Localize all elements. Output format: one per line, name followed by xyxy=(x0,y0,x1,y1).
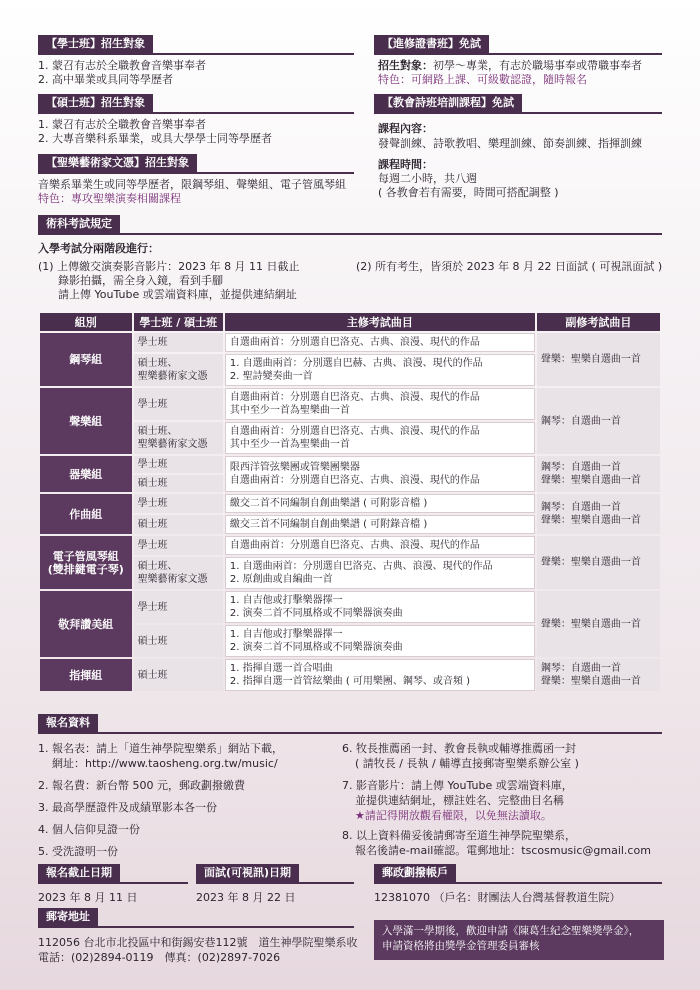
level-cell: 碩士班 xyxy=(134,659,223,691)
master-header xyxy=(38,96,354,114)
minor-cell: 鋼琴：自選曲一首 聲樂：聖樂自選曲一首 xyxy=(537,494,660,534)
master-title: 【碩士班】招生對象 xyxy=(38,94,153,112)
interview-title: 面試(可視訊)日期 xyxy=(196,864,299,882)
reg-item-6a: 6. 牧長推薦函一封、教會長執或輔導推薦函一封 xyxy=(342,742,576,755)
interview-value: 2023 年 8 月 22 日 xyxy=(196,891,296,904)
hymn-content-label: 課程內容： xyxy=(378,122,433,135)
level-cell: 碩士班 xyxy=(134,625,223,657)
scholarship-line-2: 申請資格將由獎學金管理委員審核 xyxy=(382,940,540,952)
major-cell: 自選曲兩首：分別選自巴洛克、古典、浪漫、現代的作品 xyxy=(225,536,535,555)
reg-item-2: 2. 報名費：新台幣 500 元，郵政劃撥繳費 xyxy=(38,779,245,792)
deadline-title: 報名截止日期 xyxy=(38,864,120,882)
major-cell: 限西洋管弦樂團或管樂團樂器 自選曲兩首：分別選自巴洛克、古典、浪漫、現代的作品 xyxy=(225,456,535,492)
reg-item-1a: 1. 報名表：請上「道生神學院聖樂系」網站下載， xyxy=(38,742,283,755)
level-cell: 碩士班、 聖樂藝術家文憑 xyxy=(134,557,223,589)
address-line-1: 112056 台北市北投區中和街錫安巷112號 道生神學院聖樂系收 xyxy=(38,936,358,949)
bachelor-header xyxy=(38,37,354,55)
advanced-header xyxy=(374,37,662,55)
address-header xyxy=(38,910,354,928)
master-item-1: 1. 蒙召有志於全職教會音樂事奉者 xyxy=(38,118,206,131)
header-minor: 副修考試曲目 xyxy=(537,313,660,331)
table-row xyxy=(40,494,660,513)
hymn-time-label: 課程時間： xyxy=(378,158,433,171)
artist-feature: 特色：專攻聖樂演奏相關課程 xyxy=(38,192,181,205)
level-cell: 碩士班 xyxy=(134,515,223,534)
table-row xyxy=(40,456,660,473)
group-instrument: 器樂組 xyxy=(40,456,132,492)
table-row xyxy=(40,388,660,420)
artist-desc: 音樂系畢業生或同等學歷者，限鋼琴組、聲樂組、電子管風琴組 xyxy=(38,178,346,191)
reg-item-3: 3. 最高學歷證件及成績單影本各一份 xyxy=(38,801,217,814)
group-composition: 作曲組 xyxy=(40,494,132,534)
level-cell: 碩士班、 聖樂藝術家文憑 xyxy=(134,422,223,454)
reg-item-8b: 報名後請e-mail確認。電郵地址：tscosmusic@gmail.com xyxy=(355,844,651,857)
exam-step-1a: (1) 上傳繳交演奏影音影片：2023 年 8 月 11 日截止 xyxy=(38,260,300,273)
interview-header xyxy=(196,866,354,884)
table-row xyxy=(40,591,660,623)
group-organ: 電子管風琴組 (雙排鍵電子琴) xyxy=(40,536,132,589)
bachelor-item-2: 2. 高中畢業或具同等學歷者 xyxy=(38,73,173,86)
hymn-time-2: ( 各教會若有需要，時間可搭配調整 ) xyxy=(378,186,559,199)
group-worship: 敬拜讚美組 xyxy=(40,591,132,657)
minor-cell: 聲樂：聖樂自選曲一首 xyxy=(537,591,660,657)
address-line-2: 電話：(02)2894-0119 傳真：(02)2897-7026 xyxy=(38,951,281,964)
postal-value: 12381070 （戶名：財團法人台灣基督教道生院） xyxy=(374,891,621,904)
minor-cell: 聲樂：聖樂自選曲一首 xyxy=(537,536,660,589)
minor-cell: 鋼琴：自選曲一首 聲樂：聖樂自選曲一首 xyxy=(537,456,660,492)
registration-header xyxy=(38,716,662,734)
group-vocal: 聲樂組 xyxy=(40,388,132,454)
reg-item-5: 5. 受洗證明一份 xyxy=(38,845,118,858)
advanced-target-label: 招生對象： xyxy=(378,59,433,72)
bachelor-title: 【學士班】招生對象 xyxy=(38,35,153,53)
master-item-2: 2. 大專音樂科系畢業，或具大學學士同等學歷者 xyxy=(38,132,272,145)
table-row xyxy=(40,333,660,352)
table-row xyxy=(40,536,660,555)
major-cell: 1. 指揮自選一首合唱曲 2. 指揮自選一首管絃樂曲 ( 可用樂團、鋼琴、或音頻 ) xyxy=(225,659,535,691)
level-cell: 碩士班、 聖樂藝術家文憑 xyxy=(134,354,223,386)
exam-step-2: (2) 所有考生，皆須於 2023 年 8 月 22 日面試 ( 可視訊面試 ) xyxy=(356,260,663,273)
level-cell: 學士班 xyxy=(134,333,223,352)
header-group: 組別 xyxy=(40,313,132,331)
major-cell: 繳交三首不同編制自創曲樂譜 ( 可附錄音檔 ) xyxy=(225,515,535,534)
hymn-header xyxy=(374,96,662,114)
hymn-title: 【教會詩班培訓課程】免試 xyxy=(374,94,522,112)
level-cell: 學士班 xyxy=(134,388,223,420)
advanced-title: 【進修證書班】免試 xyxy=(374,35,489,53)
minor-cell: 鋼琴：自選曲一首 xyxy=(537,388,660,454)
header-level: 學士班 / 碩士班 xyxy=(134,313,223,331)
exam-step-1b: 錄影拍攝，需全身入鏡，看到手腳 xyxy=(58,274,223,287)
reg-item-6b: ( 請牧長 / 長執 / 輔導直接郵寄聖樂系辦公室 ) xyxy=(355,757,579,770)
level-cell: 學士班 xyxy=(134,536,223,555)
artist-title: 【聖樂藝術家文憑】招生對象 xyxy=(38,154,197,172)
level-cell: 學士班 xyxy=(134,591,223,623)
postal-header xyxy=(374,866,662,884)
major-cell: 1. 自吉他或打擊樂器擇一 2. 演奏二首不同風格或不同樂器演奏曲 xyxy=(225,591,535,623)
reg-item-7c: ★請記得開放觀看權限，以免無法讀取。 xyxy=(355,809,552,822)
address-title: 郵寄地址 xyxy=(38,908,98,926)
header-major: 主修考試曲目 xyxy=(225,313,535,331)
postal-title: 郵政劃撥帳戶 xyxy=(374,864,456,882)
hymn-time-1: 每週二小時，共八週 xyxy=(378,172,477,185)
group-piano: 鋼琴組 xyxy=(40,333,132,386)
scholarship-line-1: 入學滿一學期後，歡迎申請《陳葛生紀念聖樂獎學金》， xyxy=(382,925,640,937)
reg-item-7b: 並提供連結網址，標註姓名、完整曲目名稱 xyxy=(355,794,564,807)
exam-table xyxy=(38,311,662,693)
hymn-content: 發聲訓練、詩歌教唱、樂理訓練、節奏訓練、指揮訓練 xyxy=(378,137,642,150)
advanced-target-row xyxy=(378,59,642,72)
advanced-target: 初學～專業，有志於職場事奉或帶職事奉者 xyxy=(433,59,642,72)
major-cell: 自選曲兩首：分別選自巴洛克、古典、浪漫、現代的作品 其中至少一首為聖樂曲一首 xyxy=(225,422,535,454)
major-cell: 自選曲兩首：分別選自巴洛克、古典、浪漫、現代的作品 xyxy=(225,333,535,352)
table-header-row xyxy=(40,313,660,331)
advanced-feature: 特色：可網路上課、可級數認證，隨時報名 xyxy=(378,73,587,86)
exam-step-1c: 請上傳 YouTube 或雲端資料庫，並提供連結網址 xyxy=(58,288,297,301)
deadline-value: 2023 年 8 月 11 日 xyxy=(38,891,138,904)
reg-item-7a: 7. 影音影片：請上傳 YouTube 或雲端資料庫， xyxy=(342,779,573,792)
bachelor-item-1: 1. 蒙召有志於全職教會音樂事奉者 xyxy=(38,59,206,72)
minor-cell: 聲樂：聖樂自選曲一首 xyxy=(537,333,660,386)
registration-title: 報名資料 xyxy=(38,714,98,732)
major-cell: 繳交二首不同編制自創曲樂譜 ( 可附影音檔 ) xyxy=(225,494,535,513)
reg-item-8a: 8. 以上資料備妥後請郵寄至道生神學院聖樂系， xyxy=(342,829,576,842)
reg-item-1b: 網址：http://www.taosheng.org.tw/music/ xyxy=(52,757,278,770)
major-cell: 自選曲兩首：分別選自巴洛克、古典、浪漫、現代的作品 其中至少一首為聖樂曲一首 xyxy=(225,388,535,420)
level-cell: 學士班 xyxy=(134,494,223,513)
table-row xyxy=(40,659,660,691)
level-cell: 學士班 xyxy=(134,456,223,473)
level-cell: 碩士班 xyxy=(134,475,223,492)
exam-rules-header xyxy=(38,217,662,235)
group-conducting: 指揮組 xyxy=(40,659,132,691)
deadline-header xyxy=(38,866,188,884)
artist-header xyxy=(38,156,354,174)
exam-intro: 入學考試分兩階段進行： xyxy=(38,242,159,255)
reg-item-4: 4. 個人信仰見證一份 xyxy=(38,823,140,836)
major-cell: 1. 自選曲兩首：分別選自巴赫、古典、浪漫、現代的作品 2. 聖詩變奏曲一首 xyxy=(225,354,535,386)
scholarship-box xyxy=(374,920,664,960)
minor-cell: 鋼琴：自選曲一首 聲樂：聖樂自選曲一首 xyxy=(537,659,660,691)
major-cell: 1. 自吉他或打擊樂器擇一 2. 演奏二首不同風格或不同樂器演奏曲 xyxy=(225,625,535,657)
major-cell: 1. 自選曲兩首：分別選自巴洛克、古典、浪漫、現代的作品 2. 原創曲或自編曲一首 xyxy=(225,557,535,589)
exam-rules-title: 術科考試規定 xyxy=(38,215,120,233)
